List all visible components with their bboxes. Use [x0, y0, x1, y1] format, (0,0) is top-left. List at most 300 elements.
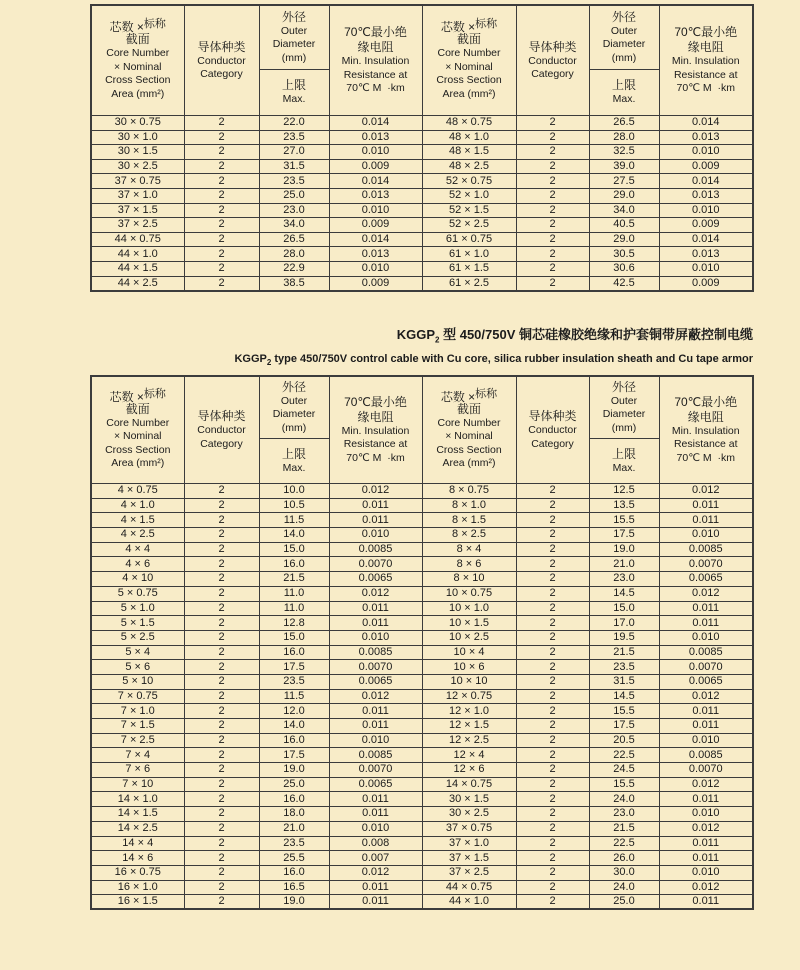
table-cell: 2: [516, 630, 589, 645]
table-row: [91, 733, 753, 748]
table-cell: 0.014: [329, 174, 422, 189]
header-cross-section-en4: Area (mm²): [442, 87, 496, 100]
table-cell: 44 × 2.5: [91, 276, 184, 291]
table-cell: 2: [184, 748, 259, 763]
header-limit-en: Max.: [282, 93, 306, 106]
table-cell: 0.011: [329, 498, 422, 513]
table-cell: 0.0070: [659, 660, 753, 675]
table-cell: 7 × 0.75: [91, 689, 184, 704]
header-insulation-resistance: [659, 5, 753, 116]
table-cell: 10 × 2.5: [422, 630, 516, 645]
table-cell: 0.013: [329, 247, 422, 262]
table-cell: 0.012: [329, 689, 422, 704]
header-cross-section-en4: Area (mm²): [111, 87, 165, 100]
table-cell: 2: [516, 689, 589, 704]
table-cell: 0.012: [659, 586, 753, 601]
table-cell: 2: [184, 763, 259, 778]
table-cell: 52 × 1.5: [422, 203, 516, 218]
table-cell: 2: [516, 542, 589, 557]
table-row: [91, 542, 753, 557]
table-cell: 37 × 1.0: [422, 836, 516, 851]
table-row: [91, 528, 753, 543]
table-cell: 22.5: [589, 836, 659, 851]
table-row: [91, 895, 753, 910]
table-cell: 12.8: [259, 616, 329, 631]
table-cell: 4 × 10: [91, 572, 184, 587]
header-cross-section-zh2: 截面: [125, 401, 150, 416]
table-cell: 17.5: [589, 528, 659, 543]
table-cell: 0.009: [659, 218, 753, 233]
table-cell: 0.009: [329, 218, 422, 233]
table-cell: 4 × 1.0: [91, 498, 184, 513]
table-row: [91, 645, 753, 660]
table-row: [91, 777, 753, 792]
table-cell: 0.009: [329, 159, 422, 174]
header-conductor-en1: Conductor: [197, 424, 246, 436]
table-cell: 7 × 2.5: [91, 733, 184, 748]
table-cell: 34.0: [589, 203, 659, 218]
table-cell: 2: [516, 513, 589, 528]
header-cross-section-zh2: 截面: [456, 32, 481, 46]
table-cell: 10 × 1.0: [422, 601, 516, 616]
table-cell: 2: [516, 130, 589, 145]
header-diameter-en1: Outer: [280, 24, 308, 37]
header-diameter-en3: (mm): [611, 51, 637, 64]
table-cell: 0.011: [659, 836, 753, 851]
header-cross-section-en1: Core Number: [106, 416, 170, 429]
header-cross-section-zh: 芯数 ×标称: [109, 387, 166, 404]
table-cell: 2: [184, 498, 259, 513]
table-cell: 17.5: [589, 719, 659, 734]
table-cell: 37 × 0.75: [422, 821, 516, 836]
table-cell: 0.010: [329, 261, 422, 276]
table-cell: 2: [516, 660, 589, 675]
header-cross-section: [422, 376, 516, 484]
table-row: [91, 130, 753, 145]
table-cell: 2: [184, 188, 259, 203]
table-cell: 2: [516, 895, 589, 910]
table-cell: 30 × 2.5: [91, 159, 184, 174]
table-cell: 0.007: [329, 851, 422, 866]
table-cell: 26.0: [589, 851, 659, 866]
table-cell: 0.010: [329, 630, 422, 645]
header-limit-zh: 上限: [281, 78, 306, 93]
header-resistance-zh2: 缘电阻: [687, 409, 724, 424]
header-resistance-en2: Resistance at: [673, 438, 738, 451]
table-cell: 0.012: [329, 865, 422, 880]
table-cell: 5 × 0.75: [91, 586, 184, 601]
table-cell: 0.011: [659, 704, 753, 719]
header-diameter-en2: Diameter: [602, 38, 646, 51]
table-cell: 0.010: [659, 807, 753, 822]
table-cell: 0.011: [329, 513, 422, 528]
table-cell: 38.5: [259, 276, 329, 291]
header-cross-section-en2: × Nominal: [445, 60, 493, 73]
table-cell: 2: [184, 630, 259, 645]
table-cell: 11.0: [259, 601, 329, 616]
table-cell: 8 × 1.5: [422, 513, 516, 528]
section-title-zh: $KGGP_2$ 型 450/750V 铜芯硅橡胶绝缘和护套铜带屏蔽控制电缆: [396, 327, 753, 345]
table-cell: 5 × 1.5: [91, 616, 184, 631]
table-cell: 0.0065: [329, 572, 422, 587]
table-cell: 0.010: [659, 145, 753, 160]
table-cell: 37 × 1.5: [422, 851, 516, 866]
table-cell: 2: [516, 733, 589, 748]
table-cell: 26.5: [589, 116, 659, 131]
table-cell: 0.011: [659, 719, 753, 734]
table-cell: 16.0: [259, 733, 329, 748]
table-cell: 44 × 0.75: [91, 232, 184, 247]
table-cell: 0.010: [329, 203, 422, 218]
table-cell: 2: [516, 586, 589, 601]
table-cell: 4 × 6: [91, 557, 184, 572]
header-conductor-en2: Category: [531, 68, 574, 80]
table-cell: 2: [516, 174, 589, 189]
table-cell: 0.011: [329, 792, 422, 807]
table-cell: 16.0: [259, 557, 329, 572]
header-conductor-category: [516, 376, 589, 484]
table-cell: 10 × 10: [422, 674, 516, 689]
table-cell: 12 × 2.5: [422, 733, 516, 748]
table-cell: 2: [184, 660, 259, 675]
table-cell: 0.014: [329, 232, 422, 247]
table-cell: 29.0: [589, 232, 659, 247]
table-row: [91, 880, 753, 895]
table-cell: 25.0: [589, 895, 659, 910]
table-cell: 24.5: [589, 763, 659, 778]
table-cell: 0.011: [659, 792, 753, 807]
header-outer-diameter-top: [260, 6, 329, 69]
header-upper-limit: [260, 69, 329, 115]
table-cell: 2: [516, 528, 589, 543]
header-diameter-en3: (mm): [281, 51, 307, 64]
header-cross-section-en2: × Nominal: [445, 430, 493, 442]
table-cell: 2: [184, 777, 259, 792]
table-cell: 44 × 1.0: [91, 247, 184, 262]
table-cell: 0.011: [659, 498, 753, 513]
table-cell: 2: [184, 159, 259, 174]
table-cell: 4 × 2.5: [91, 528, 184, 543]
table-cell: 2: [184, 261, 259, 276]
header-outer-diameter-wrap: [590, 6, 659, 115]
table-cell: 7 × 10: [91, 777, 184, 792]
header-outer-diameter-wrap: [260, 377, 329, 483]
header-outer-diameter: [259, 5, 329, 116]
table-cell: 2: [184, 733, 259, 748]
table-cell: 2: [516, 880, 589, 895]
table-cell: 0.010: [329, 528, 422, 543]
table-cell: 21.0: [589, 557, 659, 572]
table-cell: 23.0: [259, 203, 329, 218]
table-row: [91, 174, 753, 189]
table-cell: 42.5: [589, 276, 659, 291]
table-row: [91, 851, 753, 866]
header-conductor-category: [516, 5, 589, 116]
table-cell: 8 × 4: [422, 542, 516, 557]
table-cell: 21.0: [259, 821, 329, 836]
table-cell: 22.5: [589, 748, 659, 763]
table-cell: 2: [184, 116, 259, 131]
table-cell: 0.011: [329, 719, 422, 734]
table-cell: 0.013: [659, 130, 753, 145]
header-upper-limit: [260, 438, 329, 483]
table-cell: 8 × 2.5: [422, 528, 516, 543]
table-cell: 61 × 2.5: [422, 276, 516, 291]
header-outer-diameter: [589, 376, 659, 484]
table-cell: 16.0: [259, 865, 329, 880]
header-diameter-en1: Outer: [610, 394, 638, 407]
header-cross-section-zh2: 截面: [125, 32, 150, 46]
table-cell: 16.5: [259, 880, 329, 895]
table-cell: 2: [184, 807, 259, 822]
table-cell: 12.0: [259, 704, 329, 719]
header-diameter-en3: (mm): [611, 421, 637, 434]
table-cell: 2: [516, 763, 589, 778]
table-cell: 2: [184, 276, 259, 291]
table-row: [91, 630, 753, 645]
section-title-en: $KGGP_2$ type 450/750V control cable with Cu core, silica rubber insulation sheath and Cu tape armor: [234, 352, 753, 367]
table-cell: 7 × 1.5: [91, 719, 184, 734]
table-row: [91, 807, 753, 822]
table-cell: 26.5: [259, 232, 329, 247]
spec-table-continuation: [90, 4, 754, 292]
table-cell: 22.0: [259, 116, 329, 131]
table-row: [91, 188, 753, 203]
table-cell: 2: [516, 807, 589, 822]
table-cell: 30.5: [589, 247, 659, 262]
table-row: [91, 498, 753, 513]
table-cell: 37 × 0.75: [91, 174, 184, 189]
header-resistance-en2: Resistance at: [673, 68, 738, 81]
header-limit-zh: 上限: [281, 446, 306, 461]
table-cell: 23.5: [259, 174, 329, 189]
header-conductor-zh: 导体种类: [197, 409, 246, 423]
table-cell: 0.014: [659, 174, 753, 189]
header-resistance-en2: Resistance at: [343, 68, 408, 81]
table-cell: 0.014: [659, 232, 753, 247]
table-cell: 25.0: [259, 777, 329, 792]
table-row: [91, 704, 753, 719]
table-cell: 2: [184, 218, 259, 233]
table-cell: 15.0: [259, 630, 329, 645]
table-cell: 2: [184, 232, 259, 247]
table-cell: 0.011: [659, 513, 753, 528]
header-diameter-en2: Diameter: [272, 38, 316, 51]
table-cell: 10 × 4: [422, 645, 516, 660]
table-cell: 0.0070: [659, 763, 753, 778]
table-row: [91, 748, 753, 763]
table-cell: 0.012: [659, 777, 753, 792]
table-cell: 17.5: [259, 660, 329, 675]
table-cell: 0.012: [329, 484, 422, 499]
header-resistance-en1: Min. Insulation: [341, 55, 410, 68]
table-cell: 2: [184, 513, 259, 528]
table-cell: 29.0: [589, 188, 659, 203]
table-cell: 44 × 1.0: [422, 895, 516, 910]
table-cell: 31.5: [589, 674, 659, 689]
table-cell: 19.5: [589, 630, 659, 645]
header-resistance-zh1: 70℃最小绝: [674, 394, 738, 409]
table-cell: 11.5: [259, 689, 329, 704]
header-insulation-resistance: [329, 376, 422, 484]
table-cell: 0.012: [329, 586, 422, 601]
header-diameter-zh: 外径: [611, 379, 636, 394]
table-cell: 28.0: [589, 130, 659, 145]
table-cell: 30 × 1.0: [91, 130, 184, 145]
table-row: [91, 689, 753, 704]
header-conductor-en2: Category: [531, 437, 574, 450]
table-cell: 37 × 2.5: [91, 218, 184, 233]
table-cell: 14.5: [589, 689, 659, 704]
table-cell: 30.6: [589, 261, 659, 276]
table-cell: 4 × 0.75: [91, 484, 184, 499]
table-cell: 0.010: [329, 821, 422, 836]
table-cell: 2: [184, 821, 259, 836]
table-cell: 0.0070: [659, 557, 753, 572]
header-cross-section-en2: × Nominal: [113, 430, 162, 442]
header-cross-section-en2: × Nominal: [113, 60, 162, 73]
table-cell: 2: [184, 895, 259, 910]
header-cross-section-zh2: 截面: [456, 401, 481, 416]
table-body: [91, 484, 753, 910]
table-cell: 34.0: [259, 218, 329, 233]
header-conductor-zh: 导体种类: [197, 39, 246, 54]
table-cell: 0.010: [659, 630, 753, 645]
table-cell: 0.0070: [329, 763, 422, 778]
table-cell: 0.011: [659, 895, 753, 910]
table-cell: 2: [516, 116, 589, 131]
table-row: [91, 276, 753, 291]
table-cell: 15.0: [259, 542, 329, 557]
table-cell: 13.5: [589, 498, 659, 513]
table-row: [91, 159, 753, 174]
header-diameter-zh: 外径: [281, 9, 306, 24]
table-cell: 2: [516, 792, 589, 807]
table-cell: 2: [184, 792, 259, 807]
table-cell: 12 × 6: [422, 763, 516, 778]
table-cell: 2: [516, 203, 589, 218]
table-cell: 0.012: [659, 484, 753, 499]
table-cell: 2: [184, 528, 259, 543]
table-row: [91, 763, 753, 778]
table-cell: 7 × 1.0: [91, 704, 184, 719]
table-cell: 0.011: [329, 895, 422, 910]
table-cell: 0.0085: [329, 542, 422, 557]
table-cell: 2: [516, 159, 589, 174]
table-cell: 0.014: [659, 116, 753, 131]
header-limit-en: Max.: [612, 461, 636, 474]
header-cross-section-zh: 芯数 ×标称: [109, 18, 166, 34]
table-cell: 2: [516, 218, 589, 233]
header-diameter-en2: Diameter: [602, 408, 646, 421]
table-cell: 10.0: [259, 484, 329, 499]
table-cell: 0.012: [659, 880, 753, 895]
table-cell: 2: [184, 836, 259, 851]
table-cell: 2: [516, 821, 589, 836]
table-cell: 19.0: [259, 763, 329, 778]
table-cell: 14 × 4: [91, 836, 184, 851]
header-outer-diameter: [259, 376, 329, 484]
header-conductor-en2: Category: [200, 437, 243, 450]
table-cell: 48 × 1.0: [422, 130, 516, 145]
header-resistance-en3: 70℃ M ·km: [676, 451, 735, 464]
table-cell: 39.0: [589, 159, 659, 174]
table-cell: 10 × 0.75: [422, 586, 516, 601]
table-cell: 15.5: [589, 704, 659, 719]
table-cell: 52 × 0.75: [422, 174, 516, 189]
header-conductor-en1: Conductor: [528, 424, 577, 436]
table-cell: 8 × 1.0: [422, 498, 516, 513]
header-diameter-en3: (mm): [281, 421, 307, 434]
table-cell: 2: [184, 616, 259, 631]
header-insulation-resistance: [659, 376, 753, 484]
table-cell: 48 × 1.5: [422, 145, 516, 160]
table-cell: 61 × 1.5: [422, 261, 516, 276]
header-outer-diameter-top: [260, 377, 329, 438]
header-resistance-zh2: 缘电阻: [357, 40, 394, 55]
header-upper-limit: [590, 69, 659, 115]
table-cell: 27.5: [589, 174, 659, 189]
table-cell: 2: [516, 188, 589, 203]
header-upper-limit: [590, 438, 659, 483]
table-cell: 14 × 1.0: [91, 792, 184, 807]
table-cell: 2: [184, 689, 259, 704]
table-cell: 0.010: [659, 865, 753, 880]
header-resistance-en3: 70℃ M ·km: [346, 451, 405, 464]
header-diameter-zh: 外径: [611, 9, 636, 24]
table-cell: 2: [184, 174, 259, 189]
table-cell: 21.5: [589, 645, 659, 660]
table-cell: 16 × 1.5: [91, 895, 184, 910]
table-row: [91, 865, 753, 880]
table-cell: 37 × 1.5: [91, 203, 184, 218]
table-cell: 8 × 6: [422, 557, 516, 572]
table-cell: 2: [516, 145, 589, 160]
table-cell: 2: [184, 586, 259, 601]
table-cell: 61 × 1.0: [422, 247, 516, 262]
table-cell: 2: [516, 748, 589, 763]
table-cell: 14 × 0.75: [422, 777, 516, 792]
table-cell: 23.5: [259, 836, 329, 851]
table-cell: 23.5: [589, 660, 659, 675]
table-cell: 2: [184, 674, 259, 689]
table-row: [91, 660, 753, 675]
table-cell: 0.010: [659, 733, 753, 748]
header-limit-zh: 上限: [611, 78, 636, 93]
table-cell: 0.013: [329, 130, 422, 145]
table-cell: 0.012: [659, 689, 753, 704]
header-diameter-en1: Outer: [610, 24, 638, 37]
header-diameter-zh: 外径: [281, 379, 306, 394]
header-cross-section: [422, 5, 516, 116]
table-cell: 21.5: [589, 821, 659, 836]
table-cell: 61 × 0.75: [422, 232, 516, 247]
table-cell: 30 × 0.75: [91, 116, 184, 131]
header-resistance-en1: Min. Insulation: [671, 424, 740, 437]
header-diameter-en1: Outer: [280, 394, 308, 407]
table-cell: 30 × 1.5: [91, 145, 184, 160]
table-cell: 2: [184, 484, 259, 499]
table-cell: 11.5: [259, 513, 329, 528]
table-cell: 4 × 4: [91, 542, 184, 557]
table-cell: 2: [516, 704, 589, 719]
table-row: [91, 218, 753, 233]
header-outer-diameter-wrap: [260, 6, 329, 115]
table-cell: 2: [184, 865, 259, 880]
table-cell: 5 × 4: [91, 645, 184, 660]
table-cell: 2: [516, 276, 589, 291]
table-cell: 23.0: [589, 807, 659, 822]
